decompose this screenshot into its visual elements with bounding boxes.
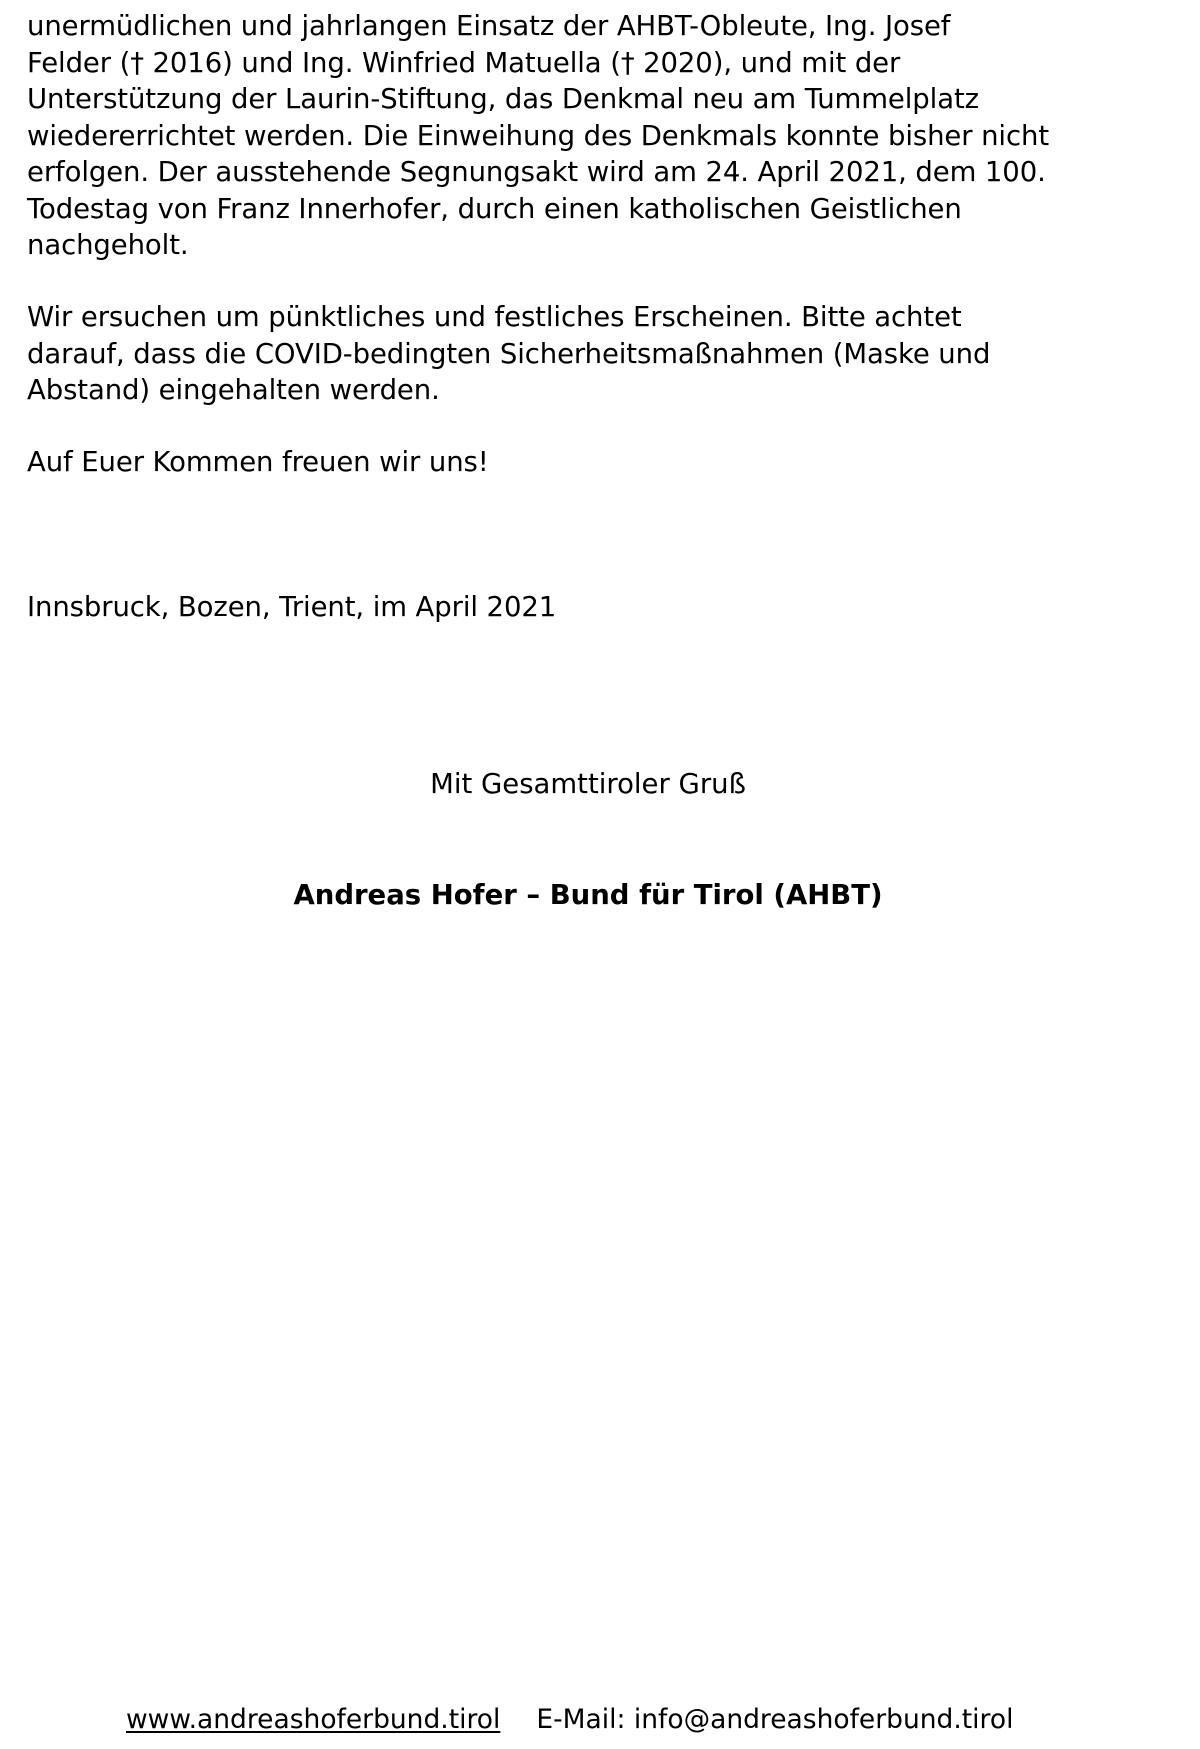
text-line: Auf Euer Kommen freuen wir uns! [27, 446, 489, 478]
text-line: Abstand) eingehalten werden. [27, 374, 440, 406]
paragraph-closing [27, 444, 1177, 481]
text-line: darauf, dass die COVID-bedingten Sicherheitsmaßnahmen (Maske und [27, 337, 991, 370]
text-line: nachgeholt. [27, 229, 189, 261]
text-line: Innsbruck, Bozen, Trient, im April 2021 [27, 591, 557, 623]
email-label: E-Mail: [536, 1704, 626, 1735]
paragraph-monument-history [27, 8, 1177, 264]
paragraph-attendance-request [27, 299, 1177, 409]
footer [126, 1703, 1013, 1737]
text-line: Wir ersuchen um pünktliches und festliches Erscheinen. Bitte achtet [27, 301, 962, 333]
text-line: Todestag von Franz Innerhofer, durch einen katholischen Geistlichen [27, 192, 962, 225]
place-date-line [27, 589, 1177, 626]
greeting: Mit Gesamttiroler Gruß [430, 768, 746, 800]
text-line: unermüdlichen und jahrlangen Einsatz der AHBT-Obleute, Ing. Josef [27, 10, 951, 42]
website-link[interactable]: www.andreashoferbund.tirol [126, 1704, 501, 1735]
text-line: wiedererrichtet werden. Die Einweihung des Denkmals konnte bisher nicht [27, 119, 1050, 152]
text-line: Unterstützung der Laurin-Stiftung, das Denkmal neu am Tummelplatz [27, 83, 979, 115]
text-line: Felder († 2016) und Ing. Winfried Matuella († 2020), und mit der [27, 46, 901, 79]
email-address[interactable]: info@andreashoferbund.tirol [633, 1704, 1014, 1735]
text-line: erfolgen. Der ausstehende Segnungsakt wird am 24. April 2021, dem 100. [27, 156, 1046, 188]
signature-organization: Andreas Hofer – Bund für Tirol (AHBT) [293, 879, 883, 911]
